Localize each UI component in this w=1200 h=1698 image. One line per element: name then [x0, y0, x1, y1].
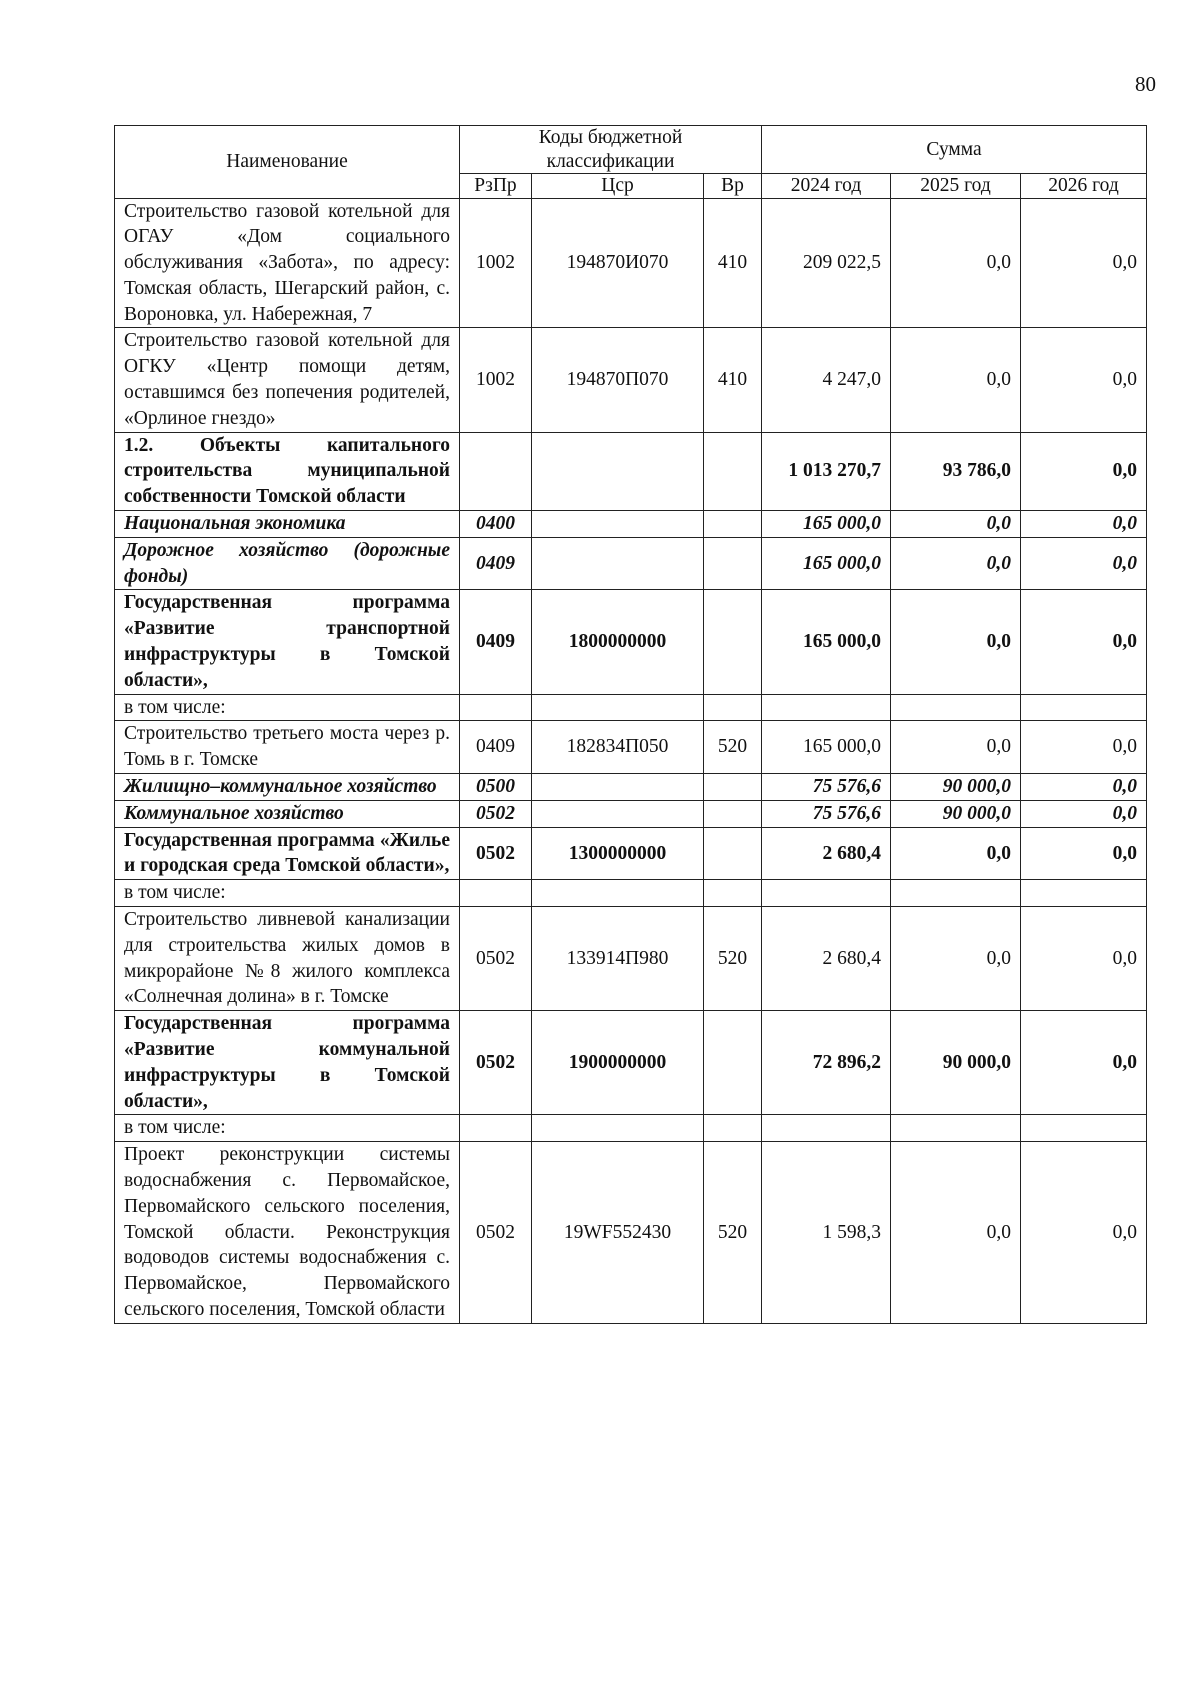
cell-2026: 0,0 — [1021, 1011, 1147, 1115]
cell-2024: 4 247,0 — [762, 328, 891, 432]
cell-csr: 194870И070 — [532, 198, 704, 328]
cell-name: Строительство ливневой канализации для строительства жилых домов в микрорайоне №8 жилого комплекса «Солнечная долина» в г. Томске — [115, 907, 460, 1011]
table-row — [115, 511, 1147, 538]
cell-2026: 0,0 — [1021, 721, 1147, 774]
header-2026: 2026 год — [1021, 174, 1147, 199]
cell-vr — [704, 694, 762, 721]
cell-2025: 93 786,0 — [891, 432, 1021, 510]
header-vr: Вр — [704, 174, 762, 199]
table-body — [115, 198, 1147, 1323]
cell-2026: 0,0 — [1021, 198, 1147, 328]
cell-rzpr: 1002 — [460, 198, 532, 328]
cell-rzpr: 0502 — [460, 907, 532, 1011]
cell-name: в том числе: — [115, 1115, 460, 1142]
cell-2024: 209 022,5 — [762, 198, 891, 328]
cell-2026: 0,0 — [1021, 537, 1147, 590]
cell-vr — [704, 800, 762, 827]
cell-2024: 165 000,0 — [762, 511, 891, 538]
cell-2024: 1 013 270,7 — [762, 432, 891, 510]
cell-vr — [704, 827, 762, 880]
cell-rzpr: 0502 — [460, 1142, 532, 1324]
cell-2025: 0,0 — [891, 198, 1021, 328]
header-sum: Сумма — [762, 126, 1147, 174]
table-row — [115, 827, 1147, 880]
cell-name: Строительство газовой котельной для ОГАУ «Дом социального обслуживания «Забота», по адресу: Томская область, Шегарский район, с. Вороновка, ул. Набережная, 7 — [115, 198, 460, 328]
table-row — [115, 800, 1147, 827]
table-row — [115, 1011, 1147, 1115]
header-rzpr: РзПр — [460, 174, 532, 199]
cell-name: Строительство газовой котельной для ОГКУ «Центр помощи детям, оставшимся без попечения родителей, «Орлиное гнездо» — [115, 328, 460, 432]
cell-csr — [532, 880, 704, 907]
header-codes: Коды бюджетной классификации — [460, 126, 762, 174]
cell-2026: 0,0 — [1021, 800, 1147, 827]
cell-vr: 520 — [704, 907, 762, 1011]
cell-vr — [704, 590, 762, 694]
cell-2025 — [891, 694, 1021, 721]
cell-2025: 0,0 — [891, 537, 1021, 590]
cell-csr: 182834П050 — [532, 721, 704, 774]
cell-vr: 410 — [704, 198, 762, 328]
cell-vr: 520 — [704, 721, 762, 774]
cell-2026: 0,0 — [1021, 907, 1147, 1011]
cell-rzpr — [460, 880, 532, 907]
cell-2026 — [1021, 1115, 1147, 1142]
cell-vr — [704, 432, 762, 510]
cell-rzpr: 0502 — [460, 1011, 532, 1115]
cell-2025: 0,0 — [891, 721, 1021, 774]
cell-rzpr: 0409 — [460, 721, 532, 774]
table-row — [115, 590, 1147, 694]
page-number: 80 — [1135, 72, 1156, 96]
cell-2026: 0,0 — [1021, 1142, 1147, 1324]
cell-rzpr — [460, 1115, 532, 1142]
cell-2026: 0,0 — [1021, 328, 1147, 432]
cell-csr — [532, 1115, 704, 1142]
cell-vr: 410 — [704, 328, 762, 432]
cell-2026: 0,0 — [1021, 511, 1147, 538]
cell-name: Национальная экономика — [115, 511, 460, 538]
cell-name: Коммунальное хозяйство — [115, 800, 460, 827]
cell-rzpr: 0409 — [460, 590, 532, 694]
budget-table — [114, 125, 1147, 1324]
cell-csr — [532, 432, 704, 510]
cell-vr — [704, 537, 762, 590]
cell-name: в том числе: — [115, 694, 460, 721]
cell-name: Жилищно–коммунальное хозяйство — [115, 774, 460, 801]
cell-2024: 165 000,0 — [762, 721, 891, 774]
cell-2025: 0,0 — [891, 328, 1021, 432]
cell-name: Государственная программа «Развитие коммунальной инфраструктуры в Томской области», — [115, 1011, 460, 1115]
header-2024: 2024 год — [762, 174, 891, 199]
cell-rzpr — [460, 694, 532, 721]
cell-csr: 1300000000 — [532, 827, 704, 880]
table-row — [115, 774, 1147, 801]
cell-2024: 75 576,6 — [762, 774, 891, 801]
table-row — [115, 328, 1147, 432]
cell-vr — [704, 880, 762, 907]
header-name: Наименование — [115, 126, 460, 199]
cell-csr — [532, 800, 704, 827]
table-row — [115, 694, 1147, 721]
cell-2024: 72 896,2 — [762, 1011, 891, 1115]
header-2025: 2025 год — [891, 174, 1021, 199]
cell-rzpr: 0502 — [460, 827, 532, 880]
table-row — [115, 721, 1147, 774]
cell-rzpr: 0409 — [460, 537, 532, 590]
cell-name: Проект реконструкции системы водоснабжения с. Первомайское, Первомайского сельского поселения, Томской области. Реконструкция водоводов системы водоснабжения с. Первомайское, Первомайского сельского поселения, Томской области — [115, 1142, 460, 1324]
table-row — [115, 1115, 1147, 1142]
cell-rzpr: 0500 — [460, 774, 532, 801]
cell-name: Государственная программа «Развитие транспортной инфраструктуры в Томской области», — [115, 590, 460, 694]
cell-2025 — [891, 880, 1021, 907]
cell-vr: 520 — [704, 1142, 762, 1324]
cell-2025: 90 000,0 — [891, 800, 1021, 827]
cell-name: 1.2. Объекты капитального строительства муниципальной собственности Томской области — [115, 432, 460, 510]
cell-2024: 1 598,3 — [762, 1142, 891, 1324]
cell-csr — [532, 537, 704, 590]
cell-2025: 0,0 — [891, 1142, 1021, 1324]
cell-rzpr: 0502 — [460, 800, 532, 827]
cell-vr — [704, 1115, 762, 1142]
cell-2024 — [762, 694, 891, 721]
table-row — [115, 907, 1147, 1011]
cell-2024: 75 576,6 — [762, 800, 891, 827]
cell-2024: 2 680,4 — [762, 907, 891, 1011]
table-row — [115, 537, 1147, 590]
cell-2025: 90 000,0 — [891, 1011, 1021, 1115]
cell-2026 — [1021, 694, 1147, 721]
cell-2024: 165 000,0 — [762, 590, 891, 694]
cell-2025: 0,0 — [891, 827, 1021, 880]
header-csr: Цср — [532, 174, 704, 199]
cell-csr — [532, 694, 704, 721]
cell-csr — [532, 774, 704, 801]
table-row — [115, 432, 1147, 510]
cell-2025: 0,0 — [891, 907, 1021, 1011]
cell-2026 — [1021, 880, 1147, 907]
cell-vr — [704, 774, 762, 801]
cell-2025: 0,0 — [891, 590, 1021, 694]
cell-2024 — [762, 1115, 891, 1142]
cell-rzpr: 0400 — [460, 511, 532, 538]
cell-name: Государственная программа «Жилье и городская среда Томской области», — [115, 827, 460, 880]
table-header — [115, 126, 1147, 199]
cell-2026: 0,0 — [1021, 774, 1147, 801]
cell-2025: 90 000,0 — [891, 774, 1021, 801]
cell-2024: 2 680,4 — [762, 827, 891, 880]
cell-name: в том числе: — [115, 880, 460, 907]
cell-csr: 19WF552430 — [532, 1142, 704, 1324]
cell-csr: 194870П070 — [532, 328, 704, 432]
cell-csr: 1800000000 — [532, 590, 704, 694]
cell-2026: 0,0 — [1021, 590, 1147, 694]
cell-name: Дорожное хозяйство (дорожные фонды) — [115, 537, 460, 590]
cell-2025 — [891, 1115, 1021, 1142]
table-row — [115, 198, 1147, 328]
cell-csr: 1900000000 — [532, 1011, 704, 1115]
cell-csr: 133914П980 — [532, 907, 704, 1011]
table-row — [115, 1142, 1147, 1324]
cell-rzpr: 1002 — [460, 328, 532, 432]
cell-csr — [532, 511, 704, 538]
cell-vr — [704, 511, 762, 538]
cell-2024 — [762, 880, 891, 907]
cell-2025: 0,0 — [891, 511, 1021, 538]
cell-name: Строительство третьего моста через р. Томь в г. Томске — [115, 721, 460, 774]
table-row — [115, 880, 1147, 907]
cell-2026: 0,0 — [1021, 432, 1147, 510]
cell-rzpr — [460, 432, 532, 510]
cell-2026: 0,0 — [1021, 827, 1147, 880]
cell-2024: 165 000,0 — [762, 537, 891, 590]
cell-vr — [704, 1011, 762, 1115]
